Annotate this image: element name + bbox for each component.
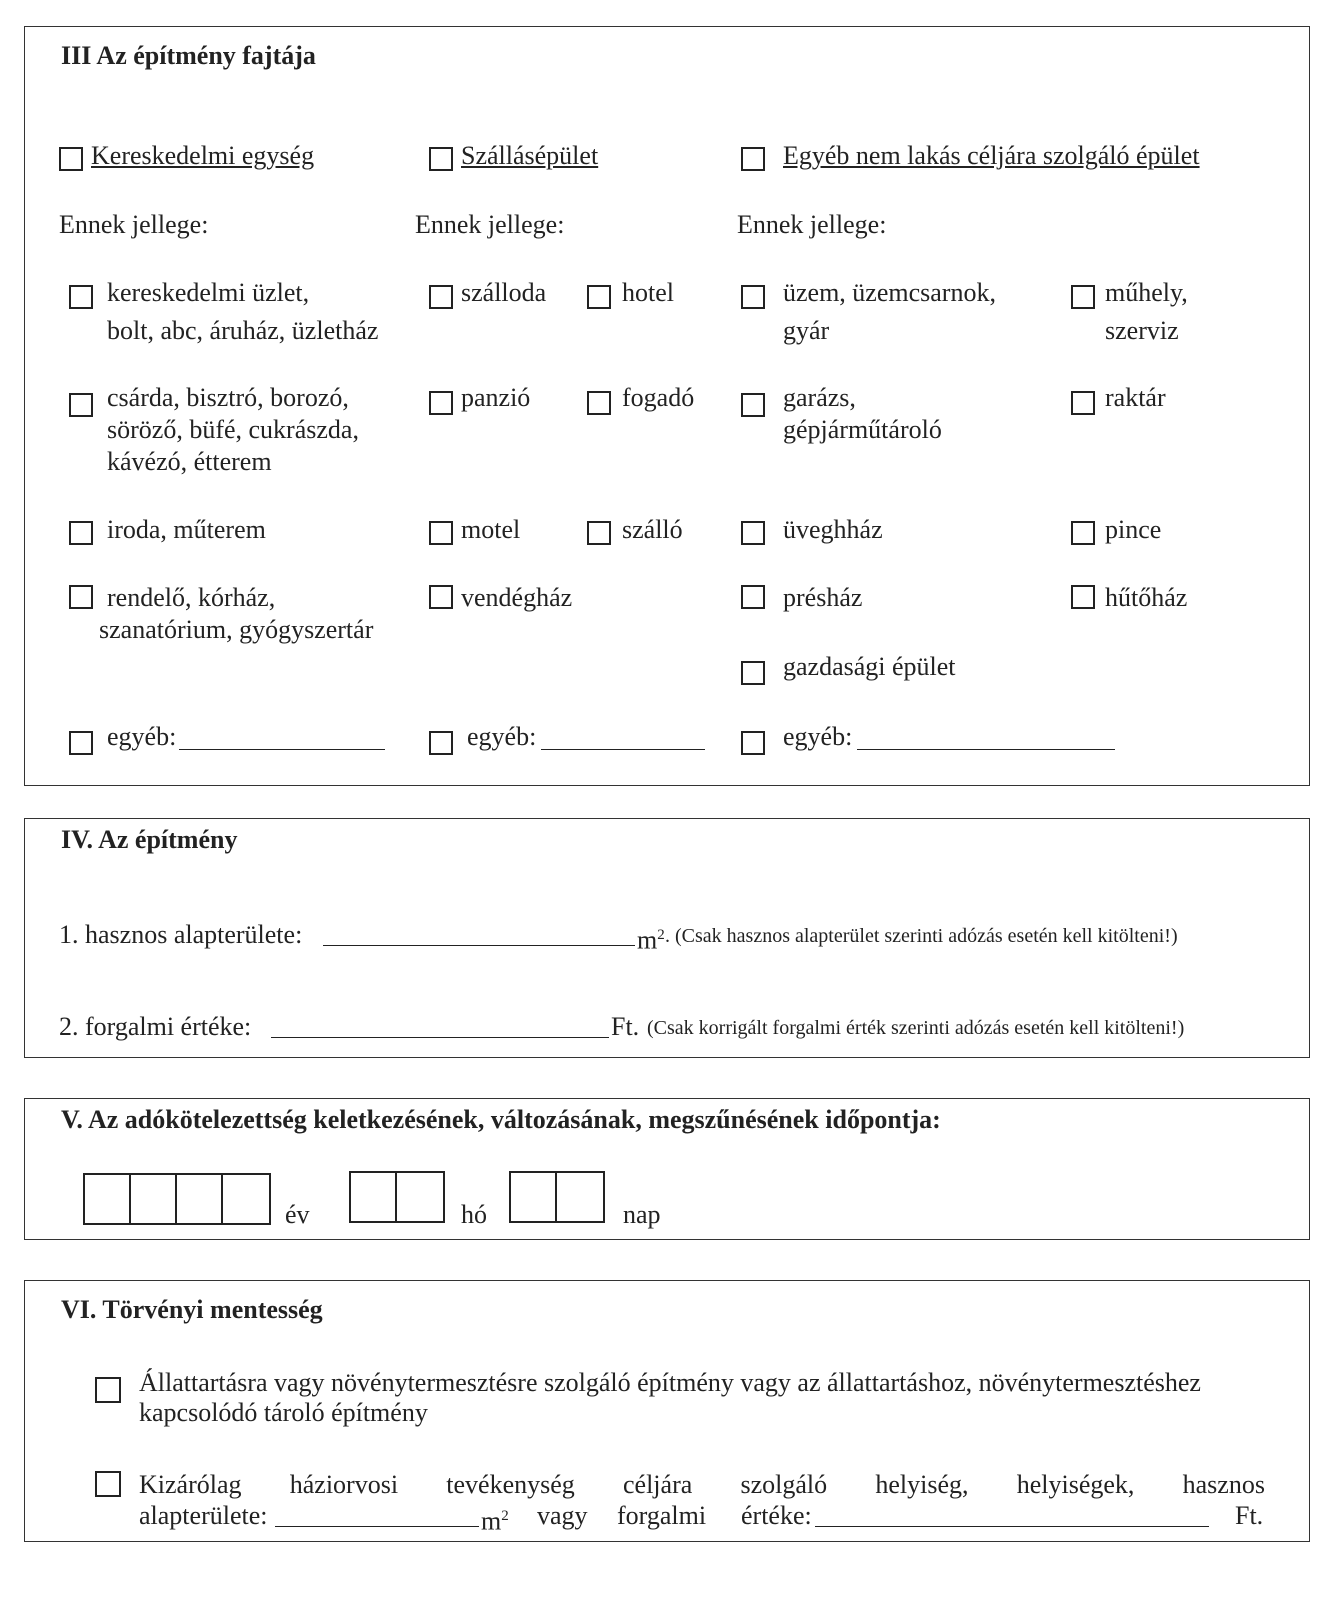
label-szallasepulet: Szállásépület: [461, 141, 599, 170]
section-v: [24, 1098, 1310, 1240]
hasznos-alapterulet-label: 1. hasznos alapterülete:: [59, 920, 303, 949]
haziorvosi-word-6: helyiség,: [875, 1470, 969, 1499]
year-digit-2[interactable]: [131, 1175, 177, 1223]
label-csarda-3: kávézó, étterem: [107, 447, 272, 476]
label-pince: pince: [1105, 515, 1162, 544]
day-digit-1[interactable]: [511, 1173, 557, 1221]
year-digit-3[interactable]: [177, 1175, 223, 1223]
jellege-label-1: Ennek jellege:: [59, 210, 209, 239]
checkbox-iroda[interactable]: [69, 521, 93, 545]
hasznos-alapterulet-note: . (Csak hasznos alapterület szerinti adózás esetén kell kitölteni!): [665, 925, 1178, 947]
haziorvosi-word-1: Kizárólag: [139, 1470, 242, 1499]
label-egyeb-nem-lakas: Egyéb nem lakás céljára szolgáló épület: [783, 141, 1200, 170]
section-v-heading: V. Az adókötelezettség keletkezésének, változásának, megszűnésének időpontja:: [61, 1105, 941, 1134]
label-gazdasagi-epulet: gazdasági épület: [783, 652, 956, 681]
section-iii: [24, 26, 1310, 786]
day-input[interactable]: [509, 1171, 605, 1223]
section-iii-heading: III Az építmény fajtája: [61, 41, 316, 70]
month-input[interactable]: [349, 1171, 445, 1223]
haziorvosi-line1: [139, 1469, 1265, 1501]
checkbox-raktar[interactable]: [1071, 391, 1095, 415]
checkbox-kereskedelmi-egyseg[interactable]: [59, 147, 83, 171]
label-egyeb-3: egyéb:: [783, 722, 853, 751]
checkbox-szallo[interactable]: [587, 521, 611, 545]
checkbox-motel[interactable]: [429, 521, 453, 545]
label-uveghaz: üveghház: [783, 515, 883, 544]
checkbox-pince[interactable]: [1071, 521, 1095, 545]
hasznos-alapterulet-unit: $m^2$: [637, 925, 665, 955]
year-digit-4[interactable]: [223, 1175, 269, 1223]
forgalmi-ertek-note: (Csak korrigált forgalmi érték szerinti adózás esetén kell kitölteni!): [647, 1017, 1185, 1039]
haziorvosi-ertek-input[interactable]: [815, 1526, 1209, 1527]
label-fogado: fogadó: [622, 383, 695, 412]
label-kereskedelmi-uzlet-2: bolt, abc, áruház, üzletház: [107, 316, 379, 345]
haziorvosi-forgalmi: forgalmi: [617, 1501, 707, 1530]
label-preshaz: présház: [783, 583, 863, 612]
checkbox-egyeb-nem-lakas[interactable]: [741, 147, 765, 171]
label-hotel: hotel: [622, 278, 674, 307]
forgalmi-ertek-unit: Ft.: [611, 1012, 640, 1041]
checkbox-vendeghaz[interactable]: [429, 585, 453, 609]
year-input[interactable]: [83, 1173, 271, 1225]
checkbox-muhely[interactable]: [1071, 285, 1095, 309]
checkbox-egyeb-2[interactable]: [429, 731, 453, 755]
haziorvosi-erteke: értéke:: [741, 1501, 812, 1530]
label-garazs-2: gépjárműtároló: [783, 415, 942, 444]
forgalmi-ertek-label: 2. forgalmi értéke:: [59, 1012, 252, 1041]
day-label: nap: [623, 1200, 661, 1229]
haziorvosi-word-8: hasznos: [1182, 1470, 1265, 1499]
label-uzem-2: gyár: [783, 316, 830, 345]
label-kereskedelmi-uzlet-1: kereskedelmi üzlet,: [107, 278, 310, 307]
allattartas-text-1: Állattartásra vagy növénytermesztésre szolgáló építmény vagy az állattartáshoz, növénytermesztéshez: [139, 1368, 1201, 1397]
haziorvosi-unit-m2: $m^2$: [481, 1506, 509, 1536]
label-rendelo-1: rendelő, kórház,: [107, 583, 276, 612]
jellege-label-2: Ennek jellege:: [415, 210, 565, 239]
label-panzio: panzió: [461, 383, 531, 412]
checkbox-egyeb-3[interactable]: [741, 731, 765, 755]
egyeb-3-input-line[interactable]: [857, 749, 1115, 750]
checkbox-haziorvosi[interactable]: [95, 1471, 121, 1497]
label-muhely-1: műhely,: [1105, 278, 1188, 307]
label-vendeghaz: vendégház: [461, 583, 573, 612]
month-digit-1[interactable]: [351, 1173, 397, 1221]
checkbox-csarda[interactable]: [69, 393, 93, 417]
label-egyeb-2: egyéb:: [467, 722, 537, 751]
checkbox-egyeb-1[interactable]: [69, 731, 93, 755]
egyeb-2-input-line[interactable]: [541, 749, 705, 750]
section-vi-heading: VI. Törvényi mentesség: [61, 1295, 323, 1324]
day-digit-2[interactable]: [557, 1173, 603, 1221]
allattartas-text-2: kapcsolódó tároló építmény: [139, 1398, 428, 1427]
checkbox-preshaz[interactable]: [741, 585, 765, 609]
haziorvosi-vagy: vagy: [537, 1501, 588, 1530]
haziorvosi-word-3: tevékenység: [446, 1470, 575, 1499]
month-label: hó: [461, 1200, 487, 1229]
label-csarda-2: söröző, büfé, cukrászda,: [107, 415, 359, 444]
checkbox-szalloda[interactable]: [429, 285, 453, 309]
haziorvosi-word-2: háziorvosi: [289, 1470, 399, 1499]
egyeb-1-input-line[interactable]: [179, 749, 385, 750]
jellege-label-3: Ennek jellege:: [737, 210, 887, 239]
haziorvosi-alapterulete: alapterülete:: [139, 1501, 268, 1530]
label-iroda: iroda, műterem: [107, 515, 266, 544]
section-iv: [24, 818, 1310, 1058]
label-szalloda: szálloda: [461, 278, 547, 307]
checkbox-gazdasagi-epulet[interactable]: [741, 661, 765, 685]
checkbox-szallasepulet[interactable]: [429, 147, 453, 171]
label-muhely-2: szerviz: [1105, 316, 1179, 345]
label-szallo: szálló: [622, 515, 683, 544]
label-garazs-1: garázs,: [783, 383, 856, 412]
label-hutohaz: hűtőház: [1105, 583, 1188, 612]
section-iv-heading: IV. Az építmény: [61, 825, 238, 854]
label-csarda-1: csárda, bisztró, borozó,: [107, 383, 349, 412]
label-kereskedelmi-egyseg: Kereskedelmi egység: [91, 141, 315, 170]
checkbox-allattartas[interactable]: [95, 1377, 121, 1403]
month-digit-2[interactable]: [397, 1173, 443, 1221]
checkbox-fogado[interactable]: [587, 391, 611, 415]
haziorvosi-word-5: szolgáló: [740, 1470, 828, 1499]
checkbox-garazs[interactable]: [741, 393, 765, 417]
label-raktar: raktár: [1105, 383, 1166, 412]
year-digit-1[interactable]: [85, 1175, 131, 1223]
haziorvosi-alapterulet-input[interactable]: [275, 1526, 479, 1527]
label-uzem-1: üzem, üzemcsarnok,: [783, 278, 996, 307]
checkbox-uzem[interactable]: [741, 285, 765, 309]
haziorvosi-ft: Ft.: [1235, 1501, 1264, 1530]
checkbox-rendelo[interactable]: [69, 585, 93, 609]
hasznos-alapterulet-input[interactable]: [323, 945, 635, 946]
label-motel: motel: [461, 515, 521, 544]
forgalmi-ertek-input[interactable]: [271, 1037, 609, 1038]
haziorvosi-word-7: helyiségek,: [1016, 1470, 1135, 1499]
checkbox-hutohaz[interactable]: [1071, 585, 1095, 609]
section-vi: [24, 1280, 1310, 1542]
label-rendelo-2: szanatórium, gyógyszertár: [99, 615, 374, 644]
year-label: év: [285, 1200, 310, 1229]
checkbox-kereskedelmi-uzlet[interactable]: [69, 285, 93, 309]
label-egyeb-1: egyéb:: [107, 722, 177, 751]
checkbox-panzio[interactable]: [429, 391, 453, 415]
checkbox-uveghaz[interactable]: [741, 521, 765, 545]
checkbox-hotel[interactable]: [587, 285, 611, 309]
haziorvosi-word-4: céljára: [623, 1470, 693, 1499]
